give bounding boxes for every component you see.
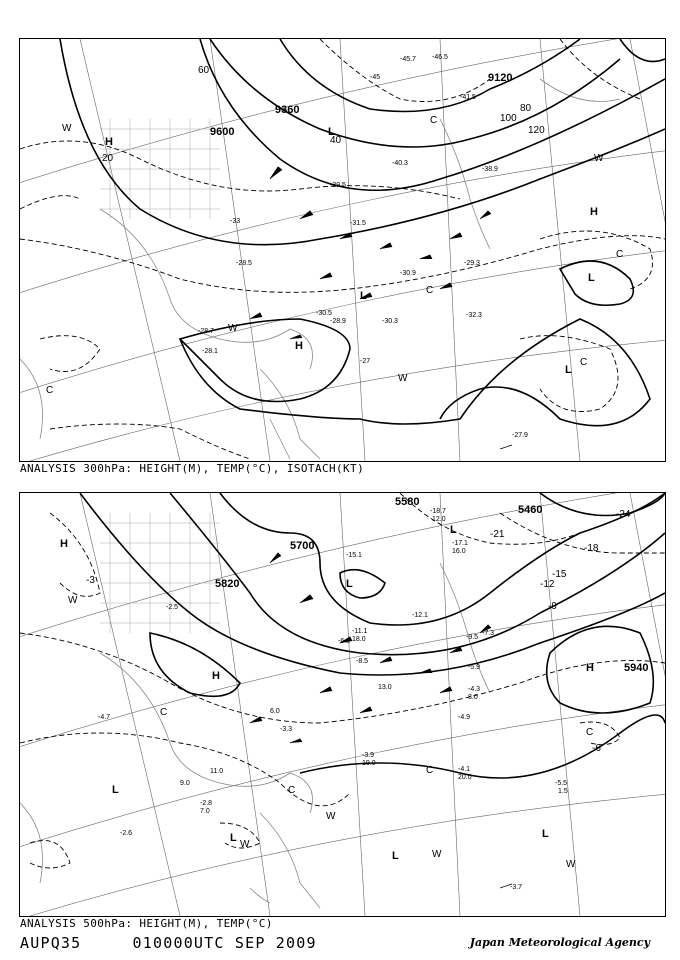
svg-text:-4.9: -4.9: [458, 714, 471, 721]
temp-contour-label: -18: [584, 543, 599, 554]
svg-text:-3.9: -3.9: [362, 752, 375, 759]
svg-text:13.0: 13.0: [378, 684, 392, 691]
upper-chart-300hpa: [19, 38, 666, 462]
svg-text:12.0: 12.0: [432, 516, 446, 523]
product-code: AUPQ35: [20, 934, 82, 952]
high-pressure-center: H: [60, 538, 68, 550]
svg-text:-38.9: -38.9: [482, 166, 498, 173]
svg-text:-5.9: -5.9: [468, 664, 481, 671]
warm-center: W: [228, 323, 238, 334]
warm-center: W: [432, 849, 442, 860]
svg-text:-28.7: -28.7: [198, 328, 214, 335]
product-header: [20, 934, 317, 952]
isotach-label: 40: [330, 135, 342, 146]
valid-time: 010000UTC SEP 2009: [132, 934, 317, 952]
warm-center: W: [398, 373, 408, 384]
lower-chart-500hpa: [19, 492, 666, 917]
svg-text:-32.3: -32.3: [466, 312, 482, 319]
svg-text:-5.5: -5.5: [555, 780, 568, 787]
svg-text:-7.3: -7.3: [482, 630, 495, 637]
temp-contour-label: -21: [490, 529, 505, 540]
cold-center: C: [160, 707, 168, 718]
cold-center: C: [616, 249, 624, 260]
svg-text:-15.1: -15.1: [346, 552, 362, 559]
high-pressure-center: H: [105, 136, 113, 148]
low-pressure-center: L: [360, 290, 367, 302]
svg-text:-41.5: -41.5: [460, 94, 476, 101]
wind-barbs: [250, 553, 512, 888]
svg-text:-9.5: -9.5: [466, 634, 479, 641]
svg-text:-31.5: -31.5: [350, 220, 366, 227]
cold-center: C: [426, 285, 434, 296]
svg-text:-45.7: -45.7: [400, 56, 416, 63]
svg-text:1.5: 1.5: [558, 788, 568, 795]
svg-text:-4.1: -4.1: [458, 766, 471, 773]
temp-contour-label: -6: [592, 743, 601, 754]
svg-text:-28.5: -28.5: [236, 260, 252, 267]
low-pressure-center: L: [328, 126, 335, 138]
svg-text:19.0: 19.0: [362, 760, 376, 767]
temperature-observations: [98, 508, 567, 891]
svg-text:-8.5: -8.5: [356, 658, 369, 665]
svg-text:-18.7: -18.7: [430, 508, 446, 515]
high-pressure-center: H: [212, 670, 220, 682]
warm-center: W: [240, 839, 250, 850]
warm-center: W: [62, 123, 72, 134]
low-pressure-center: L: [230, 832, 237, 844]
svg-text:-17.1: -17.1: [452, 540, 468, 547]
svg-text:-29.3: -29.3: [464, 260, 480, 267]
lower-chart-caption: ANALYSIS 500hPa: HEIGHT(M), TEMP(°C): [20, 917, 273, 930]
low-pressure-center: L: [346, 578, 353, 590]
temp-contour-label: -12: [540, 579, 555, 590]
svg-text:-46.5: -46.5: [432, 54, 448, 61]
cold-center: C: [288, 785, 296, 796]
temp-contour-label: -3: [86, 575, 95, 586]
svg-text:-2.5: -2.5: [166, 604, 179, 611]
dashed-contours: [20, 493, 665, 868]
graticule: [20, 493, 665, 916]
svg-text:-6.8: -6.8: [338, 638, 351, 645]
svg-text:-30.3: -30.3: [382, 318, 398, 325]
cold-center: C: [46, 385, 54, 396]
svg-text:16.0: 16.0: [452, 548, 466, 555]
temp-contour-label: -15: [552, 569, 567, 580]
isotach-label: 100: [500, 113, 517, 124]
svg-text:8.0: 8.0: [468, 694, 478, 701]
low-pressure-center: L: [392, 850, 399, 862]
svg-text:9.0: 9.0: [180, 780, 190, 787]
svg-text:-40.3: -40.3: [392, 160, 408, 167]
svg-text:-12.1: -12.1: [412, 612, 428, 619]
low-pressure-center: L: [565, 364, 572, 376]
svg-text:-4.7: -4.7: [98, 714, 111, 721]
svg-text:11.0: 11.0: [210, 768, 224, 775]
height-label: 5580: [395, 496, 420, 508]
svg-text:6.0: 6.0: [270, 708, 280, 715]
isotach-label: 80: [520, 103, 532, 114]
height-label: 9120: [488, 72, 513, 84]
svg-text:-39.5: -39.5: [330, 182, 346, 189]
low-pressure-center: L: [450, 524, 457, 536]
svg-text:-2.6: -2.6: [120, 830, 133, 837]
isotach-label: 20: [102, 153, 114, 164]
dashed-contours: [20, 39, 665, 459]
height-label: 9360: [275, 104, 300, 116]
warm-center: W: [68, 595, 78, 606]
upper-chart-caption: ANALYSIS 300hPa: HEIGHT(M), TEMP(°C), ISOTACH(KT): [20, 462, 365, 475]
svg-text:-30.5: -30.5: [316, 310, 332, 317]
svg-text:20.0: 20.0: [458, 774, 472, 781]
svg-text:18.0: 18.0: [352, 636, 366, 643]
svg-text:-11.1: -11.1: [352, 628, 368, 635]
agency-name: Japan Meteorological Agency: [469, 936, 650, 949]
high-pressure-center: H: [590, 206, 598, 218]
svg-text:-45: -45: [370, 74, 381, 81]
height-label: 5700: [290, 540, 315, 552]
height-label: 9600: [210, 126, 235, 138]
svg-text:-30.9: -30.9: [400, 270, 416, 277]
height-label: 5460: [518, 504, 543, 516]
high-pressure-center: H: [586, 662, 594, 674]
wind-barbs: [250, 167, 512, 449]
high-pressure-center: H: [295, 340, 303, 352]
height-label: 5820: [215, 578, 240, 590]
svg-text:-28.1: -28.1: [202, 348, 218, 355]
cold-center: C: [586, 727, 594, 738]
isotach-label: 60: [198, 65, 210, 76]
upper-chart-canvas: [20, 39, 665, 461]
graticule: [20, 39, 665, 461]
warm-center: W: [594, 153, 604, 164]
svg-text:-33: -33: [230, 218, 241, 225]
cold-center: C: [426, 765, 434, 776]
temperature-observations: [198, 54, 528, 439]
svg-text:-3.3: -3.3: [280, 726, 293, 733]
svg-text:-28.9: -28.9: [330, 318, 346, 325]
low-pressure-center: L: [112, 784, 119, 796]
temp-contour-label: -9: [548, 601, 557, 612]
svg-text:-3.7: -3.7: [510, 884, 523, 891]
svg-text:-27.9: -27.9: [512, 432, 528, 439]
cold-center: C: [580, 357, 588, 368]
temp-contour-label: -24: [616, 509, 631, 520]
height-contours: [80, 493, 665, 778]
cold-center: C: [430, 115, 438, 126]
height-label: 5940: [624, 662, 649, 674]
lower-chart-canvas: [20, 493, 665, 916]
hatched-area: [100, 119, 220, 219]
warm-center: W: [326, 811, 336, 822]
low-pressure-center: L: [588, 272, 595, 284]
isotach-label: 120: [528, 125, 545, 136]
svg-text:7.0: 7.0: [200, 808, 210, 815]
low-pressure-center: L: [542, 828, 549, 840]
svg-text:-27: -27: [360, 358, 371, 365]
warm-center: W: [566, 859, 576, 870]
svg-text:-4.3: -4.3: [468, 686, 481, 693]
dewpoint-observations: [180, 516, 568, 815]
svg-text:-2.8: -2.8: [200, 800, 213, 807]
